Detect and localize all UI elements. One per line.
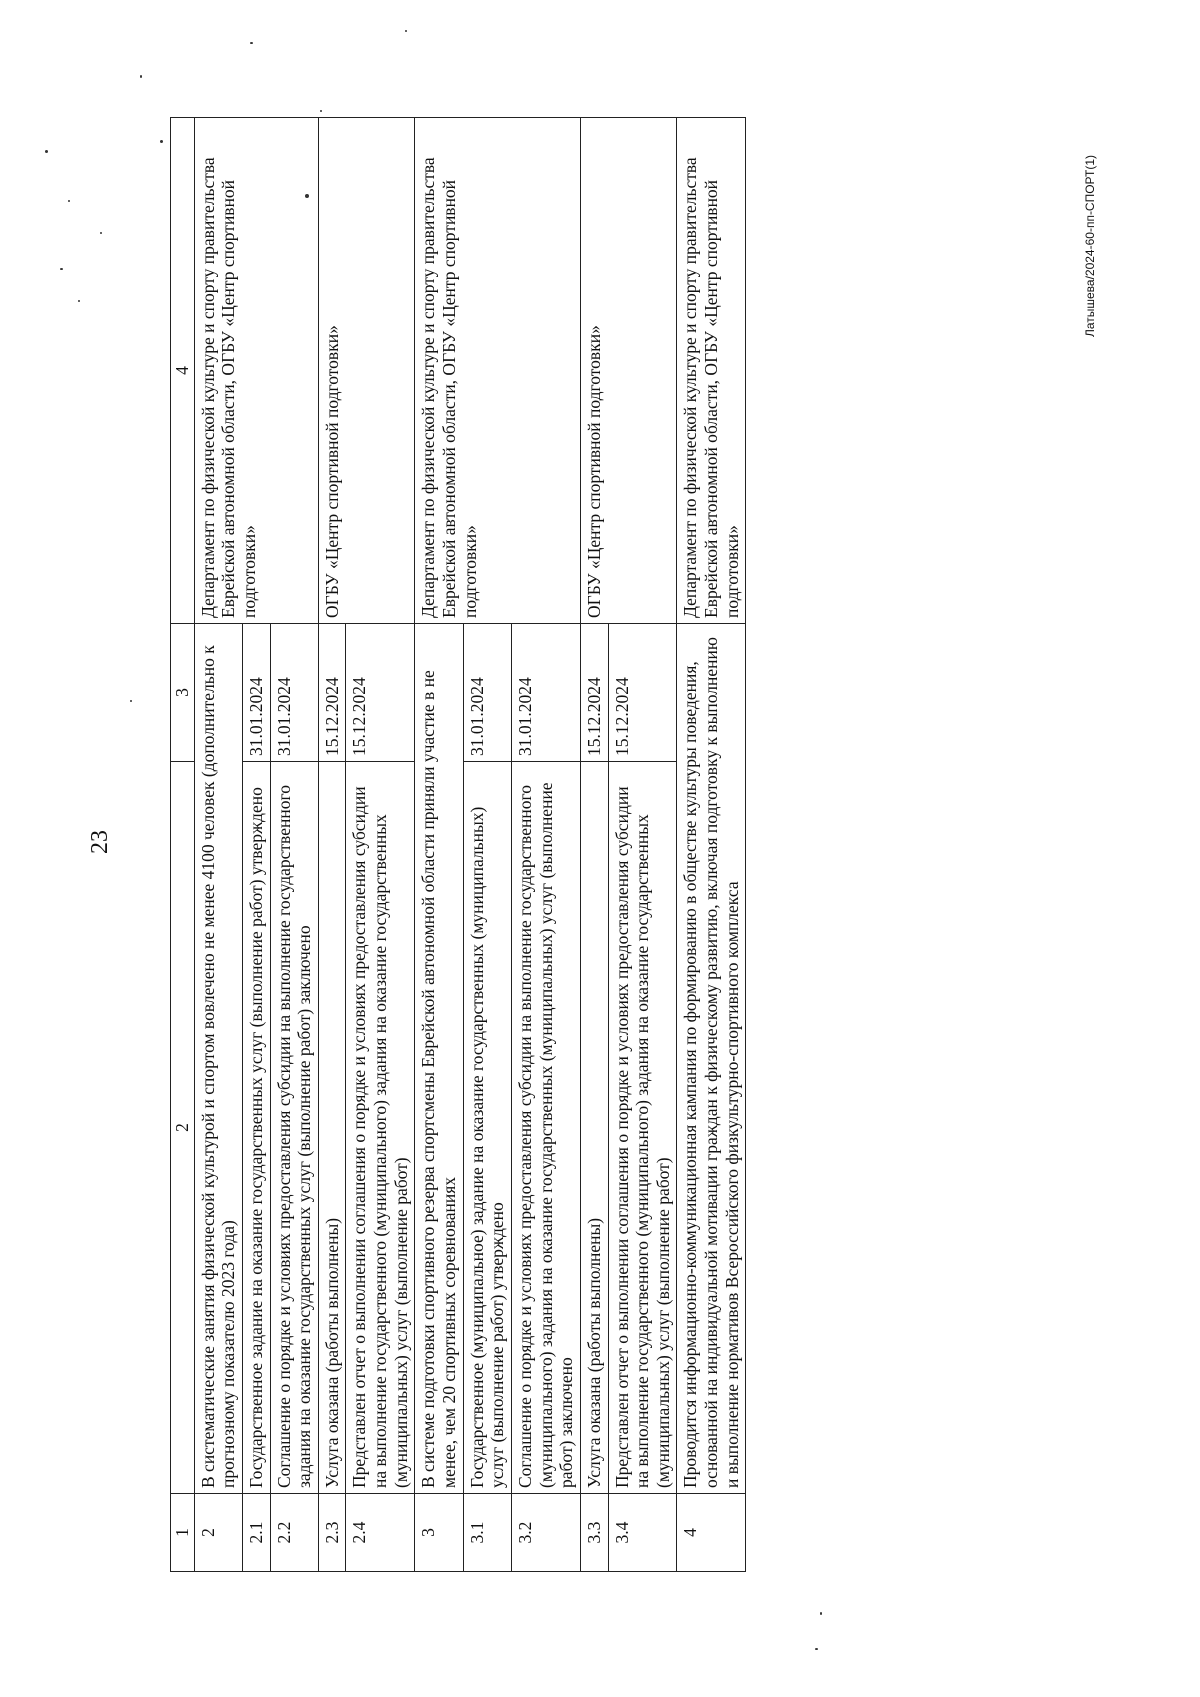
row-number: 2.4 — [346, 1494, 415, 1572]
row-date: 31.01.2024 — [463, 624, 511, 762]
responsible-cell: Департамент по физической культуре и спорту правительства Еврейской автономной области, ОГБУ «Центр спортивной подготовки» — [415, 118, 580, 624]
row-date: 31.01.2024 — [270, 624, 318, 762]
table-row — [580, 118, 608, 1572]
scan-speck — [78, 300, 80, 302]
row-number: 3.1 — [463, 1494, 511, 1572]
row-text: Государственное задание на оказание государственных услуг (выполнение работ) утверждено — [242, 762, 270, 1494]
activities-table — [170, 117, 746, 1572]
row-number: 2.2 — [270, 1494, 318, 1572]
row-date: 15.12.2024 — [580, 624, 608, 762]
row-text: Государственное (муниципальное) задание на оказание государственных (муниципальных) услуг (выполнение работ) утверждено — [463, 762, 511, 1494]
row-text: Представлен отчет о выполнении соглашения о порядке и условиях предоставления субсидии на выполнение государственного (муниципального) задания на оказание государственных (муниципальных) услуг (выполнение работ) — [346, 762, 415, 1494]
responsible-cell: ОГБУ «Центр спортивной подготовки» — [318, 118, 415, 624]
scan-speck — [820, 1612, 822, 1615]
header-col-1: 1 — [171, 1494, 195, 1572]
row-text: В систематические занятия физической культурой и спортом вовлечено не менее 4100 человек (дополнительно к прогнозному показателю 2023 года) — [194, 624, 242, 1494]
row-date: 15.12.2024 — [346, 624, 415, 762]
row-number: 2.1 — [242, 1494, 270, 1572]
row-date: 31.01.2024 — [511, 624, 580, 762]
row-text: Представлен отчет о выполнении соглашения о порядке и условиях предоставления субсидии на выполнение государственного (муниципального) задания на оказание государственных (муниципальных) услуг (выполнение работ) — [608, 762, 677, 1494]
scan-speck — [100, 232, 102, 234]
row-text: Услуга оказана (работы выполнены) — [318, 762, 346, 1494]
row-number: 3.3 — [580, 1494, 608, 1572]
scan-speck — [160, 140, 163, 143]
row-number: 4 — [677, 1494, 746, 1572]
header-col-2: 2 — [171, 762, 195, 1494]
row-number: 2 — [194, 1494, 242, 1572]
responsible-cell: Департамент по физической культуре и спорту правительства Еврейской автономной области, ОГБУ «Центр спортивной подготовки» — [194, 118, 318, 624]
scan-speck — [405, 30, 407, 32]
row-number: 3.4 — [608, 1494, 677, 1572]
rotated-table-wrapper — [170, 118, 1070, 1572]
scan-speck — [130, 700, 132, 702]
row-text: Соглашение о порядке и условиях предоставления субсидии на выполнение государственного задания на оказание государственных услуг (выполнение работ) заключено — [270, 762, 318, 1494]
row-text: В системе подготовки спортивного резерва спортсмены Еврейской автономной области приняли участие в не менее, чем 20 спортивных соревнованиях — [415, 624, 463, 1494]
scan-speck — [45, 150, 48, 153]
row-text: Услуга оказана (работы выполнены) — [580, 762, 608, 1494]
table-row — [677, 118, 746, 1572]
row-text: Соглашение о порядке и условиях предоставления субсидии на выполнение государственного (муниципального) задания на оказание государственных (муниципальных) услуг (выполнение работ) заключено — [511, 762, 580, 1494]
table-row — [415, 118, 463, 1572]
row-date: 15.12.2024 — [608, 624, 677, 762]
page-number: 23 — [87, 830, 113, 854]
document-code: Латышева/2024-60-пп-СПОРТ(1) — [1083, 154, 1097, 338]
header-row — [171, 118, 195, 1572]
scan-speck — [250, 42, 253, 44]
scan-speck — [60, 268, 63, 270]
scan-speck — [305, 194, 309, 198]
responsible-cell: Департамент по физической культуре и спорту правительства Еврейской автономной области, ОГБУ «Центр спортивной подготовки» — [677, 118, 746, 624]
scan-speck — [815, 1648, 818, 1650]
scan-speck — [320, 110, 322, 112]
scan-speck — [140, 75, 142, 78]
responsible-cell: ОГБУ «Центр спортивной подготовки» — [580, 118, 677, 624]
scan-speck — [68, 200, 70, 202]
header-col-3: 3 — [171, 624, 195, 762]
row-text: Проводится информационно-коммуникационная кампания по формированию в обществе культуры поведения, основанной на индивидуальной мотивации граждан к физическому развитию, включая подготовку к выполнению и выполнение нормативов Всероссийского физкультурно-спортивного комплекса — [677, 624, 746, 1494]
row-number: 3.2 — [511, 1494, 580, 1572]
row-date: 31.01.2024 — [242, 624, 270, 762]
header-col-4: 4 — [171, 118, 195, 624]
row-number: 3 — [415, 1494, 463, 1572]
table-row — [318, 118, 346, 1572]
row-number: 2.3 — [318, 1494, 346, 1572]
row-date: 15.12.2024 — [318, 624, 346, 762]
table-row — [194, 118, 242, 1572]
